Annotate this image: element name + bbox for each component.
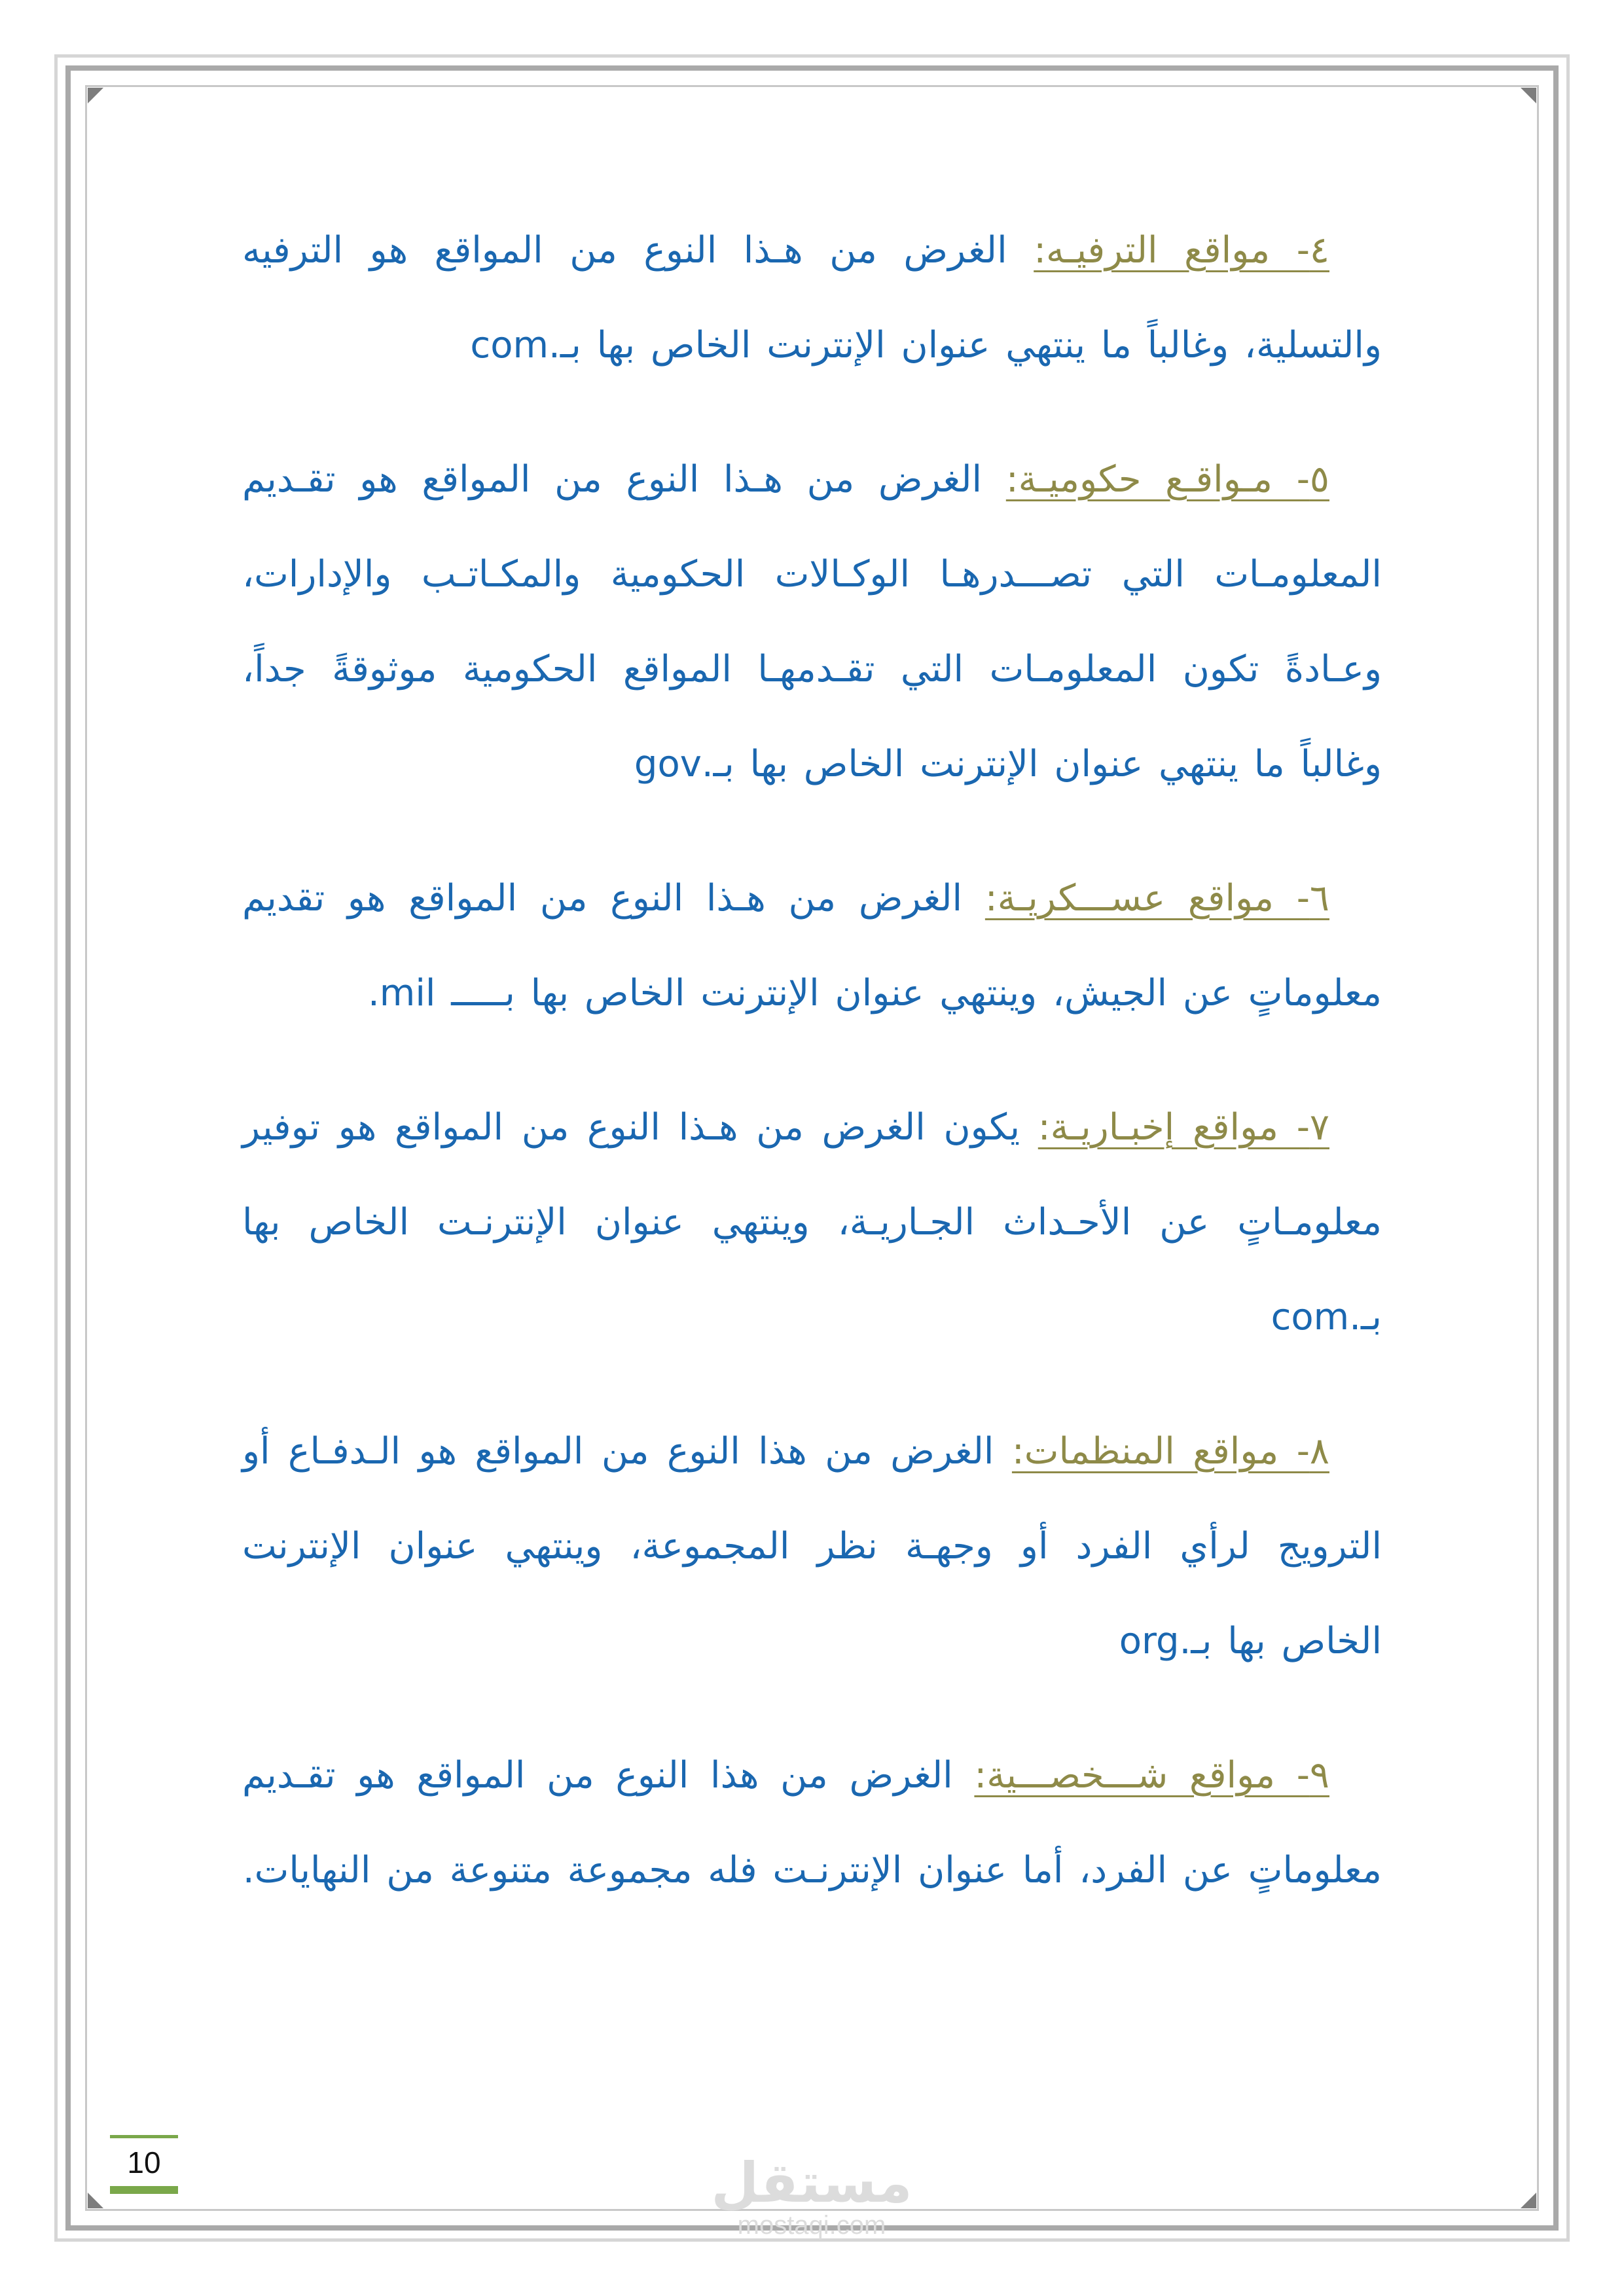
frame-corner-ornament	[88, 88, 103, 103]
section-heading: ٦- مواقع عســـكريـة:	[984, 877, 1329, 920]
section-body: الغرض من هـذا النوع من المواقع هو تقـديم المعلومـات التي تصـــدرهـا الوكـالات الحكومية والمكـاتـب والإدارات، وعـادةً تكون المعلومـات التي تقـدمهـا المواقع الحكومية موثوقةً جداً، وغالباً ما ينتهي عنوان الإنترنت الخاص بها بـ.gov	[242, 458, 1382, 785]
document-body	[242, 203, 1382, 1918]
frame-corner-ornament	[1521, 88, 1536, 103]
section-heading: ٧- مواقع إخبـاريـة:	[1038, 1106, 1329, 1149]
section-body: الغرض من هـذا النوع من المواقع هو تقديم معلوماتٍ عن الجيش، وينتهي عنوان الإنترنت الخاص بها بـــــ mil.	[242, 877, 1382, 1014]
frame-corner-ornament	[1521, 2193, 1536, 2208]
watermark-logo: مستقل	[711, 2151, 912, 2215]
section-heading: ٥- مـواقـع حكوميـة:	[1005, 458, 1329, 501]
section-heading: ٤- مواقع الترفيـه:	[1034, 229, 1329, 272]
section-body: يكون الغرض من هـذا النوع من المواقع هو توفير معلومـاتٍ عن الأحـداث الجـاريـة، وينتهي عنوان الإنترنـت الخاص بها بـ.com	[242, 1106, 1382, 1338]
section-body: الغرض من هذا النوع من المواقع هو الـدفـاع أو الترويج لرأي الفرد أو وجهـة نظر المجموعة، وينتهي عنوان الإنترنت الخاص بها بـ.org	[242, 1430, 1382, 1662]
section-entertainment-sites	[242, 203, 1382, 393]
section-heading: ٨- مواقع المنظمات:	[1011, 1430, 1329, 1473]
section-government-sites	[242, 432, 1382, 812]
section-heading: ٩- مواقع شـــخصـــية:	[974, 1754, 1329, 1797]
section-organization-sites	[242, 1404, 1382, 1689]
section-military-sites	[242, 851, 1382, 1041]
watermark-url: mostaqi.com	[737, 2211, 886, 2240]
section-body: الغرض من هذا النوع من المواقع هو تقـديم معلوماتٍ عن الفرد، أما عنوان الإنترنـت فله مجموعة متنوعة من النهايات.	[242, 1754, 1382, 1892]
page-number: 10	[110, 2135, 178, 2194]
frame-corner-ornament	[88, 2193, 103, 2208]
section-news-sites	[242, 1080, 1382, 1365]
section-body: الغرض من هـذا النوع من المواقع هو الترفيه والتسلية، وغالباً ما ينتهي عنوان الإنترنت الخاص بها بـ.com	[242, 229, 1382, 367]
section-personal-sites	[242, 1728, 1382, 1918]
watermark	[707, 2153, 916, 2238]
